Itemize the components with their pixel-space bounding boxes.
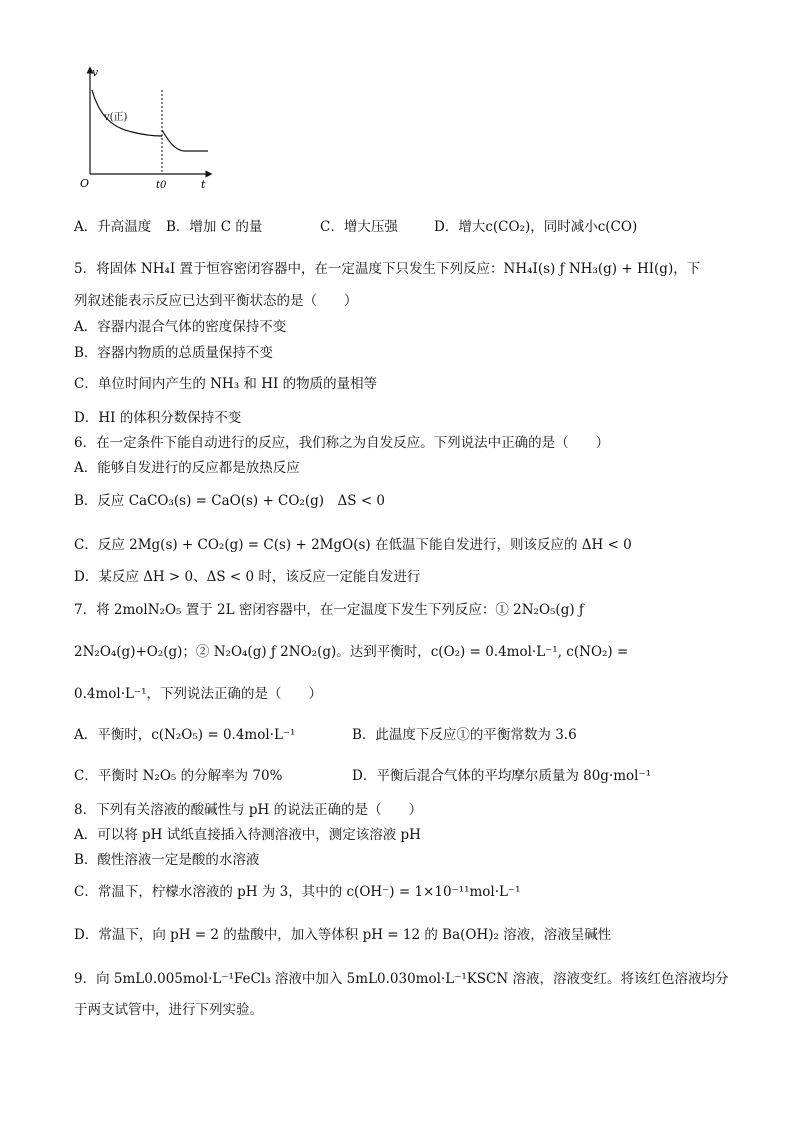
q4-option-c: C．增大压强 — [320, 219, 398, 235]
q8-option-c: C．常温下，柠檬水溶液的 pH 为 3，其中的 c(OH⁻) = 1×10⁻¹¹mol·L⁻¹ — [74, 884, 521, 900]
q7-stem-1: 7．将 2molN₂O₅ 置于 2L 密闭容器中，在一定温度下发生下列反应：① 2N₂O₅(g) ƒ — [74, 602, 584, 618]
q8-option-d: D．常温下，向 pH = 2 的盐酸中，加入等体积 pH = 12 的 Ba(OH)₂ 溶液，溶液呈碱性 — [74, 927, 612, 943]
q7-stem-2: 2N₂O₄(g)+O₂(g)；② N₂O₄(g) ƒ 2NO₂(g)。达到平衡时，c(O₂) = 0.4mol·L⁻¹, c(NO₂) = — [74, 644, 629, 660]
q9-stem-1: 9．向 5mL0.005mol·L⁻¹FeCl₃ 溶液中加入 5mL0.030mol·L⁻¹KSCN 溶液，溶液变红。将该红色溶液均分 — [74, 971, 729, 987]
y-axis-label: v — [92, 66, 99, 79]
velocity-time-graph — [74, 64, 214, 192]
v-forward-curve-2 — [162, 130, 208, 151]
q8-option-a: A．可以将 pH 试纸直接插入待测溶液中，测定该溶液 pH — [74, 827, 421, 843]
q6-option-c: C．反应 2Mg(s) + CO₂(g) = C(s) + 2MgO(s) 在低温下能自发进行，则该反应的 ΔH < 0 — [74, 537, 632, 553]
graph-svg — [74, 64, 214, 192]
q7-option-a: A．平衡时，c(N₂O₅) = 0.4mol·L⁻¹ — [74, 727, 296, 743]
q8-option-b: B．酸性溶液一定是酸的水溶液 — [74, 852, 260, 868]
origin-label: O — [80, 177, 90, 190]
q9-stem-2: 于两支试管中，进行下列实验。 — [74, 1002, 263, 1018]
x-axis-label: t — [201, 178, 206, 191]
q5-option-a: A．容器内混合气体的密度保持不变 — [74, 319, 287, 335]
q6-option-d: D．某反应 ΔH > 0、ΔS < 0 时，该反应一定能自发进行 — [74, 569, 421, 585]
q6-option-b: B．反应 CaCO₃(s) = CaO(s) + CO₂(g) ΔS < 0 — [74, 493, 386, 509]
t0-label: t0 — [156, 180, 167, 191]
q5-stem-2: 列叙述能表示反应已达到平衡状态的是（ ） — [74, 293, 358, 309]
q6-option-a: A．能够自发进行的反应都是放热反应 — [74, 460, 300, 476]
curve-label: v(正) — [104, 112, 128, 123]
q5-option-c: C．单位时间内产生的 NH₃ 和 HI 的物质的量相等 — [74, 376, 378, 392]
q5-stem-1: 5．将固体 NH₄I 置于恒容密闭容器中，在一定温度下只发生下列反应：NH₄I(s) ƒ NH₃(g) + HI(g)，下 — [74, 261, 701, 277]
q4-option-d: D．增大c(CO₂)，同时减小c(CO) — [434, 219, 638, 235]
q5-option-d: D．HI 的体积分数保持不变 — [74, 410, 242, 426]
q7-option-d: D．平衡后混合气体的平均摩尔质量为 80g·mol⁻¹ — [352, 768, 652, 784]
q8-stem: 8．下列有关溶液的酸碱性与 pH 的说法正确的是（ ） — [74, 802, 423, 818]
q7-option-b: B．此温度下反应①的平衡常数为 3.6 — [352, 727, 577, 743]
q7-option-c: C．平衡时 N₂O₅ 的分解率为 70% — [74, 768, 283, 784]
q4-option-a: A．升高温度 — [74, 219, 152, 235]
q7-stem-3: 0.4mol·L⁻¹，下列说法正确的是（ ） — [74, 686, 323, 702]
q4-option-b: B．增加 C 的量 — [166, 219, 263, 235]
q6-stem: 6．在一定条件下能自动进行的反应，我们称之为自发反应。下列说法中正确的是（ ） — [74, 435, 610, 451]
q5-option-b: B．容器内物质的总质量保持不变 — [74, 345, 273, 361]
